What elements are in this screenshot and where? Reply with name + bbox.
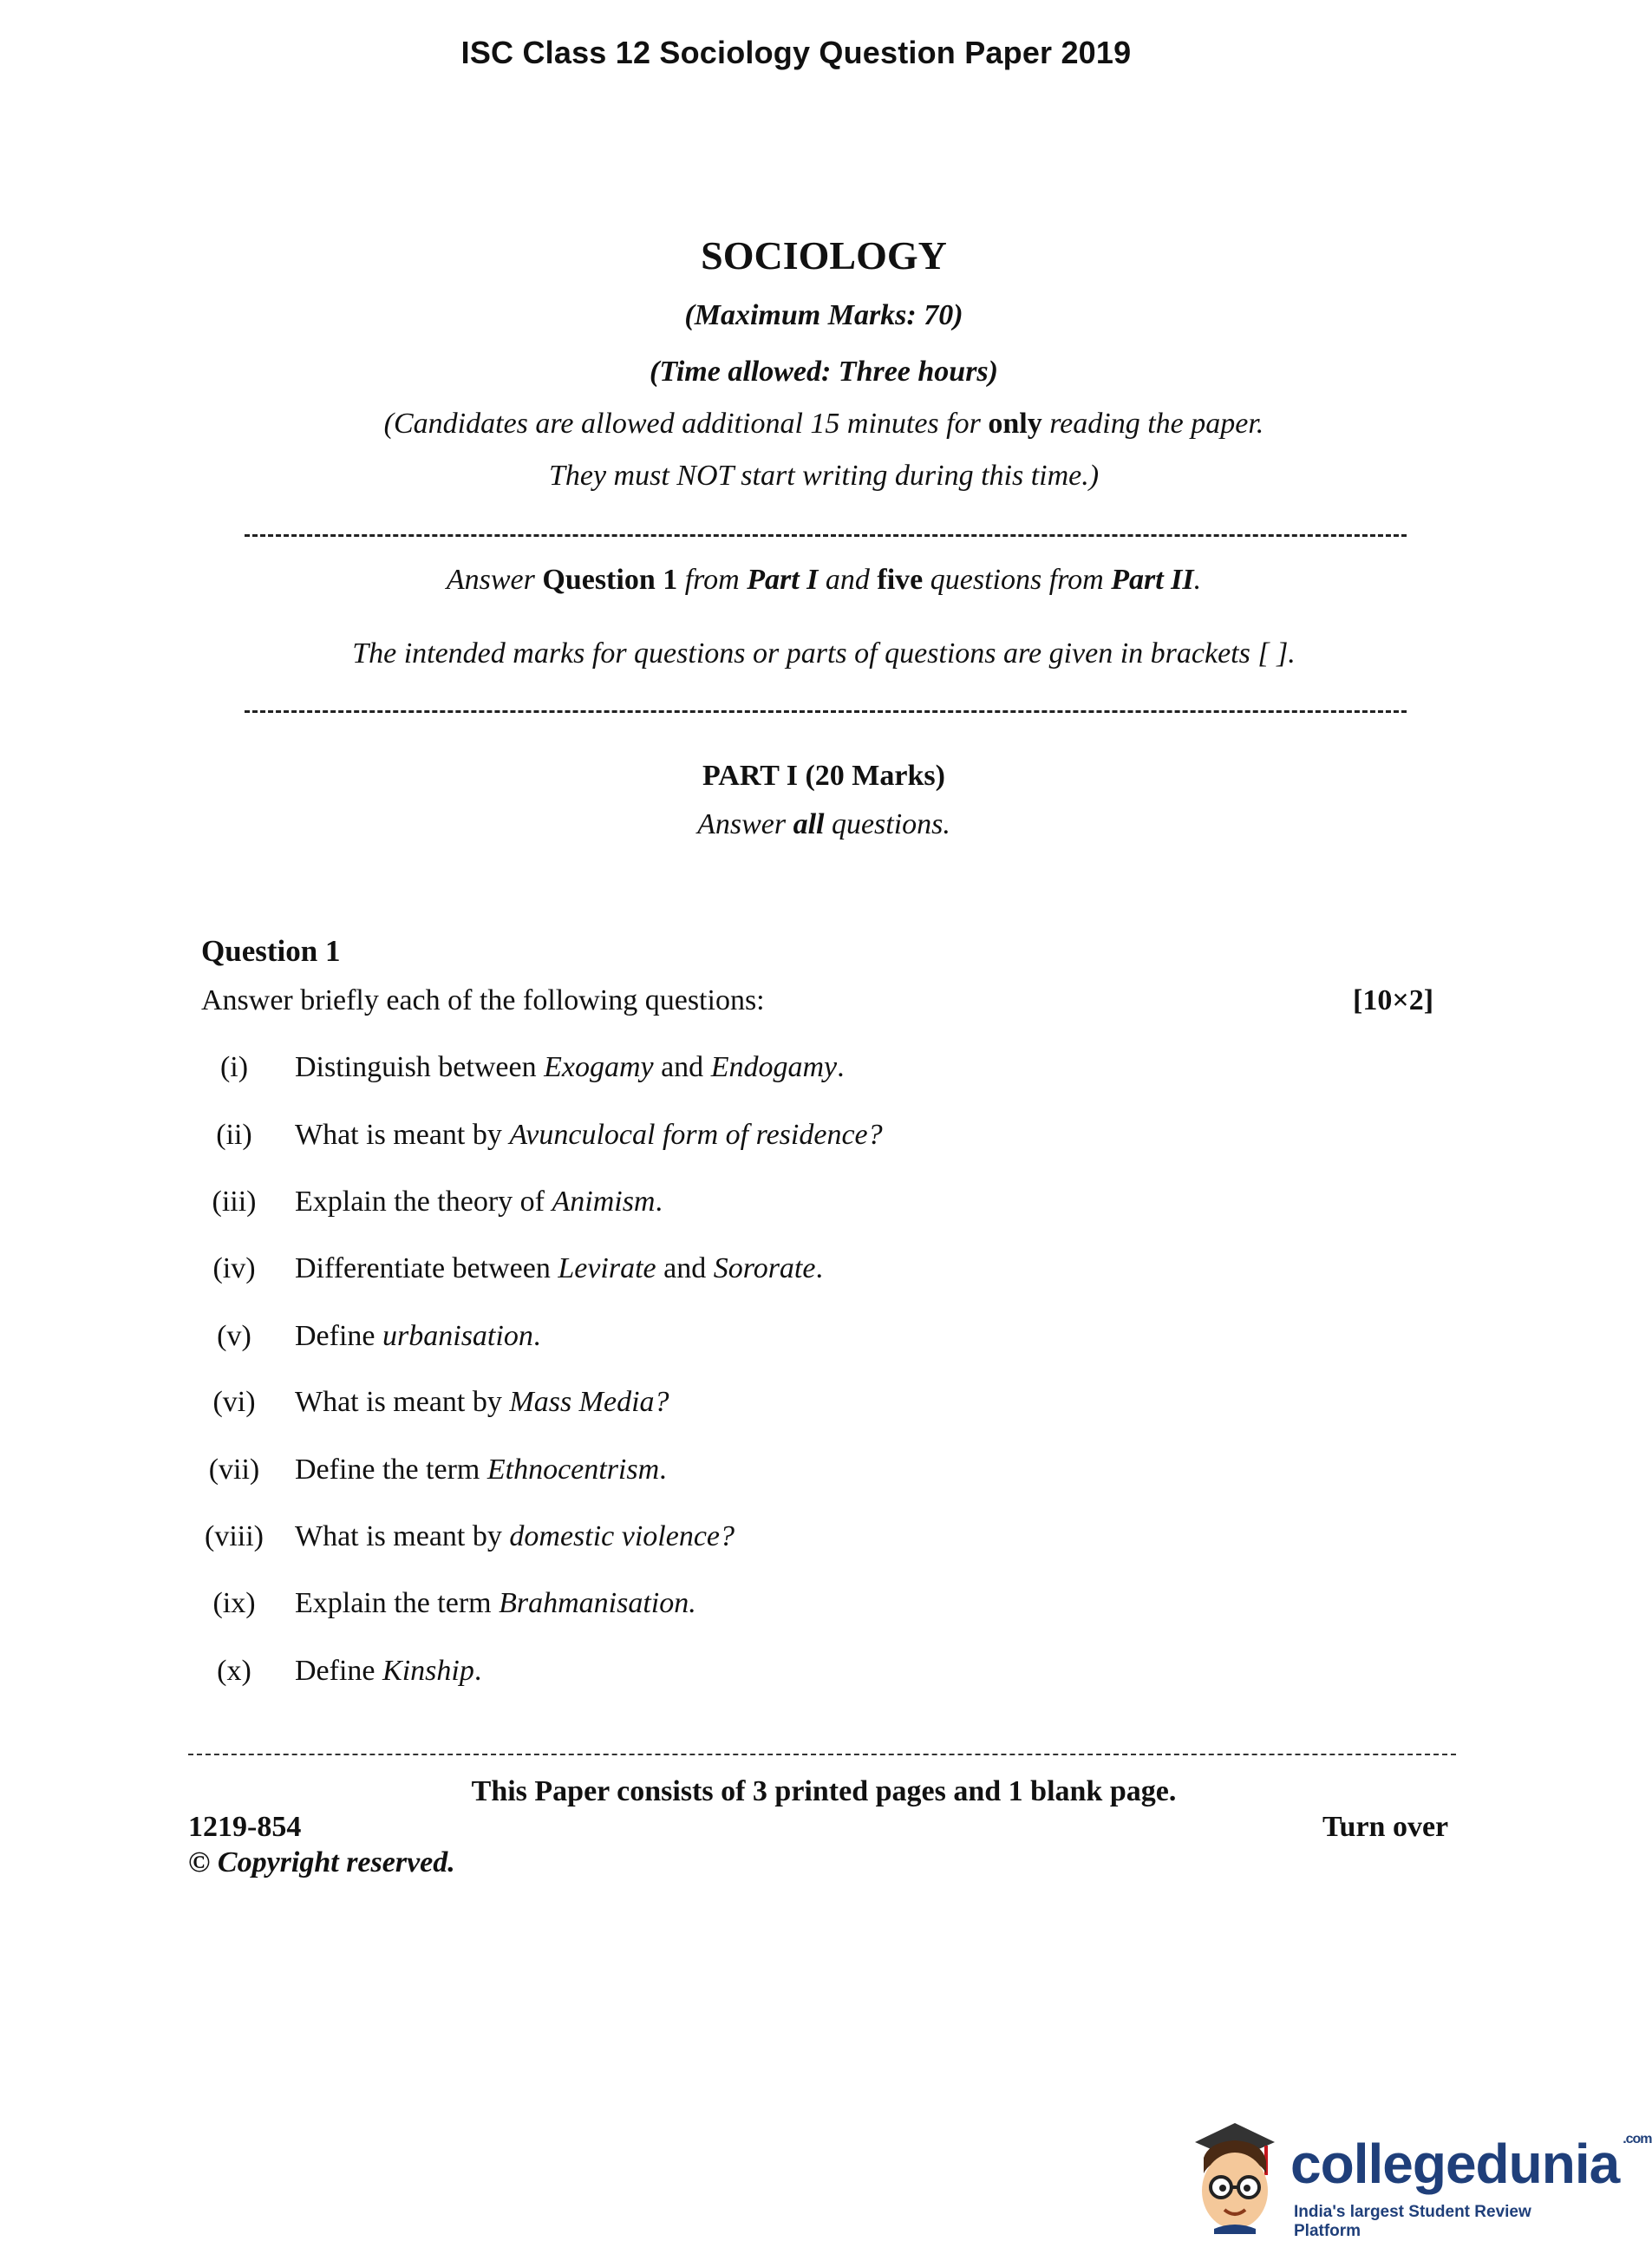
instr-text: from xyxy=(677,564,748,596)
note-bold: only xyxy=(988,408,1042,440)
question-marks: [10×2] xyxy=(1353,984,1434,1016)
logo-tagline: India's largest Student Review Platform xyxy=(1294,2203,1531,2240)
item-term: Sororate xyxy=(713,1252,816,1284)
item-number: (x) xyxy=(217,1655,251,1687)
question-heading: Question 1 xyxy=(201,934,341,968)
item-text xyxy=(295,1320,540,1353)
instr-text: questions from xyxy=(923,564,1112,596)
part-heading: PART I (20 Marks) xyxy=(702,760,945,792)
instr-bold: Question 1 xyxy=(542,564,678,596)
item-term: Endogamy xyxy=(710,1051,838,1083)
item-phrase: and xyxy=(656,1252,714,1284)
collegedunia-logo xyxy=(1179,2107,1652,2240)
item-phrase: What is meant by xyxy=(295,1119,510,1151)
instr-text: . xyxy=(1193,564,1202,596)
item-term: domestic violence? xyxy=(509,1520,735,1552)
logo-wordmark: collegedunia $^{.com}$ xyxy=(1290,2132,1652,2195)
item-number: (ii) xyxy=(216,1119,252,1151)
reading-time-note xyxy=(0,408,1648,441)
item-term: Mass Media? xyxy=(509,1386,669,1418)
item-term: Levirate xyxy=(558,1252,656,1284)
item-text xyxy=(295,1454,667,1486)
question-intro: Answer briefly each of the following questions: xyxy=(201,984,765,1016)
time-allowed: (Time allowed: Three hours) xyxy=(650,356,998,388)
item-phrase: What is meant by xyxy=(295,1520,510,1552)
mascot-icon xyxy=(1179,2107,1292,2234)
item-term: Exogamy xyxy=(544,1051,654,1083)
item-phrase: . xyxy=(532,1320,541,1352)
item-number: (ix) xyxy=(212,1587,256,1619)
item-term: Ethnocentrism xyxy=(486,1454,660,1486)
item-phrase: . xyxy=(473,1655,482,1687)
item-phrase: . xyxy=(815,1252,823,1284)
item-text xyxy=(295,1520,735,1553)
instr-text: Answer xyxy=(446,564,543,596)
item-term: Kinship xyxy=(382,1655,474,1687)
divider xyxy=(245,534,1407,537)
part-instr-bold: all xyxy=(793,808,825,840)
turn-over: Turn over xyxy=(1322,1811,1449,1843)
part-instruction xyxy=(0,808,1648,841)
copyright: © Copyright reserved. xyxy=(188,1846,455,1878)
item-number: (viii) xyxy=(205,1520,264,1552)
page-title: ISC Class 12 Sociology Question Paper 2019 xyxy=(460,35,1132,70)
item-text xyxy=(295,1587,696,1620)
note-text: reading the paper. xyxy=(1041,408,1264,440)
item-number: (vii) xyxy=(208,1454,260,1486)
item-text xyxy=(295,1051,845,1084)
item-text xyxy=(295,1386,669,1419)
part-instr-text: Answer xyxy=(697,808,793,840)
item-term: urbanisation xyxy=(382,1320,533,1352)
item-number: (i) xyxy=(219,1051,249,1083)
marks-instruction: The intended marks for questions or parts of questions are given in brackets [ ]. xyxy=(352,637,1296,670)
paper-code: 1219-854 xyxy=(188,1811,302,1843)
item-phrase: Explain the theory of xyxy=(295,1186,552,1218)
note-text: (Candidates are allowed additional 15 minutes for xyxy=(383,408,989,440)
writing-note: They must NOT start writing during this time.) xyxy=(548,460,1100,492)
item-phrase: . xyxy=(837,1051,845,1083)
item-number: (v) xyxy=(217,1320,251,1352)
subject-heading: SOCIOLOGY xyxy=(701,233,947,278)
item-phrase: Define xyxy=(295,1655,383,1687)
item-text xyxy=(295,1186,663,1219)
footer-divider xyxy=(188,1754,1456,1755)
item-number: (iii) xyxy=(212,1186,257,1218)
instr-text: and xyxy=(818,564,878,596)
answer-instruction xyxy=(0,564,1648,597)
item-phrase: Explain the term xyxy=(295,1587,500,1619)
item-phrase: Define the term xyxy=(295,1454,487,1486)
footer-note: This Paper consists of 3 printed pages and 1 blank page. xyxy=(471,1775,1177,1807)
item-text xyxy=(295,1252,823,1285)
item-term: Avunculocal form of residence? xyxy=(509,1119,883,1151)
item-number: (iv) xyxy=(212,1252,256,1284)
item-phrase: Define xyxy=(295,1320,383,1352)
item-term: Animism xyxy=(552,1186,656,1218)
maximum-marks: (Maximum Marks: 70) xyxy=(684,299,963,331)
item-phrase: and xyxy=(653,1051,711,1083)
item-phrase: . xyxy=(655,1186,663,1218)
item-phrase: . xyxy=(659,1454,667,1486)
item-text xyxy=(295,1655,481,1688)
part-instr-text: questions. xyxy=(824,808,950,840)
logo-dotcom: .com xyxy=(1623,2132,1652,2146)
item-number: (vi) xyxy=(212,1386,256,1418)
instr-bold: Part II xyxy=(1111,564,1194,596)
item-term: Brahmanisation. xyxy=(499,1587,696,1619)
item-phrase: Differentiate between xyxy=(295,1252,558,1284)
item-phrase: What is meant by xyxy=(295,1386,510,1418)
instr-bold: Part I xyxy=(747,564,819,596)
instr-bold: five xyxy=(877,564,924,596)
item-phrase: Distinguish between xyxy=(295,1051,545,1083)
divider xyxy=(245,710,1407,713)
item-text xyxy=(295,1119,883,1152)
